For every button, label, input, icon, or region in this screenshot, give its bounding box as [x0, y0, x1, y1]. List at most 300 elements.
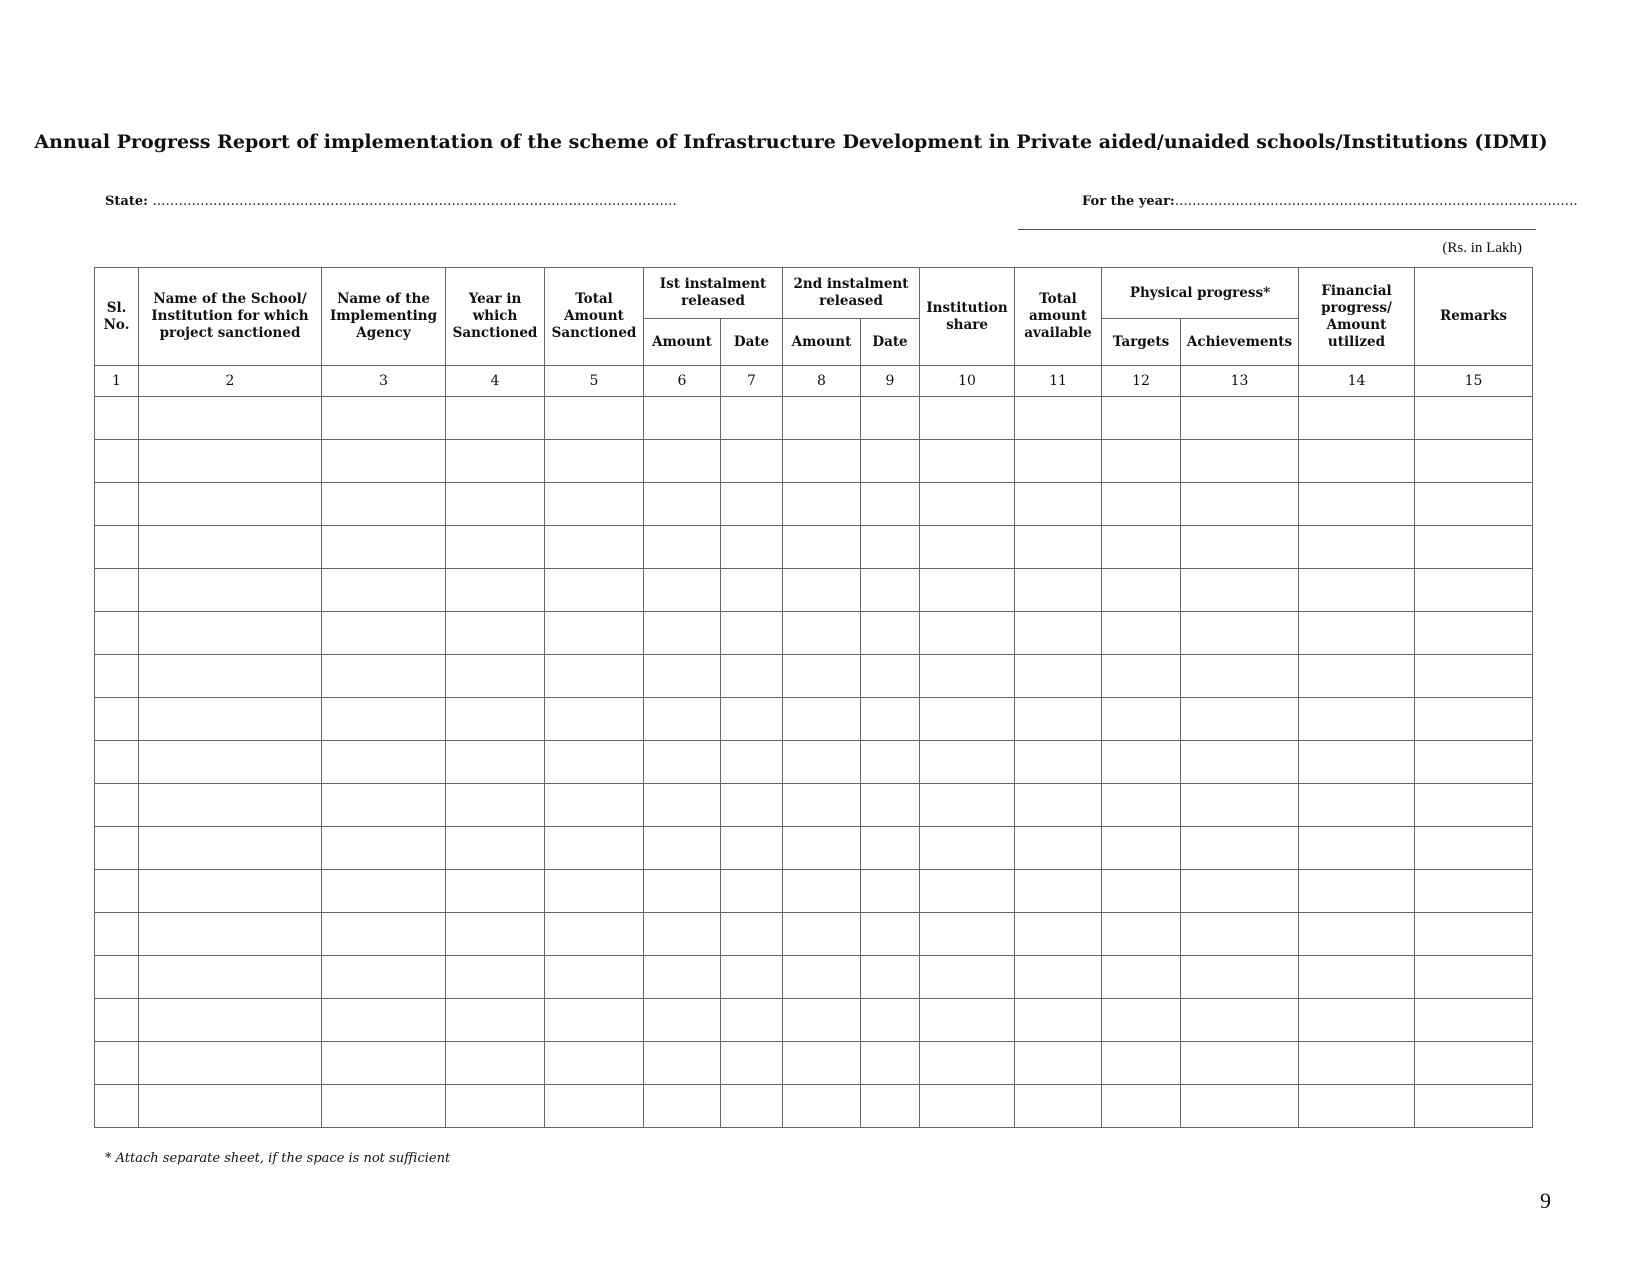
table-cell[interactable] — [95, 1085, 139, 1128]
column-number: 8 — [783, 366, 861, 397]
table-cell[interactable] — [861, 655, 920, 698]
state-blank[interactable]: …………………………………………………………………………………………………………. — [152, 194, 677, 209]
table-cell[interactable] — [1102, 440, 1181, 483]
table-cell[interactable] — [920, 397, 1015, 440]
table-cell[interactable] — [783, 483, 861, 526]
table-cell[interactable] — [644, 999, 721, 1042]
table-cell[interactable] — [139, 698, 322, 741]
table-cell[interactable] — [446, 526, 545, 569]
table-cell[interactable] — [1015, 827, 1102, 870]
table-cell[interactable] — [721, 569, 783, 612]
table-cell[interactable] — [545, 999, 644, 1042]
table-cell[interactable] — [446, 569, 545, 612]
table-cell[interactable] — [1015, 655, 1102, 698]
table-cell[interactable] — [1015, 999, 1102, 1042]
table-cell[interactable] — [1415, 784, 1533, 827]
unit-note: (Rs. in Lakh) — [1442, 240, 1522, 256]
table-cell[interactable] — [783, 913, 861, 956]
table-cell[interactable] — [446, 870, 545, 913]
divider — [1018, 229, 1536, 230]
table-cell[interactable] — [721, 741, 783, 784]
table-cell[interactable] — [1102, 397, 1181, 440]
table-cell[interactable] — [861, 827, 920, 870]
header-amount-1: Amount — [644, 319, 721, 366]
column-number: 12 — [1102, 366, 1181, 397]
table-cell[interactable] — [446, 999, 545, 1042]
table-cell[interactable] — [783, 440, 861, 483]
table-cell[interactable] — [644, 1085, 721, 1128]
table-cell[interactable] — [1299, 569, 1415, 612]
column-number: 1 — [95, 366, 139, 397]
page-number: 9 — [1540, 1188, 1551, 1213]
table-cell[interactable] — [783, 569, 861, 612]
table-cell[interactable] — [920, 999, 1015, 1042]
table-row — [95, 440, 1533, 483]
table-cell[interactable] — [139, 784, 322, 827]
table-cell[interactable] — [95, 784, 139, 827]
table-cell[interactable] — [1102, 612, 1181, 655]
table-row — [95, 1042, 1533, 1085]
table-cell[interactable] — [644, 569, 721, 612]
table-cell[interactable] — [1015, 698, 1102, 741]
table-cell[interactable] — [1102, 741, 1181, 784]
table-cell[interactable] — [920, 784, 1015, 827]
table-cell[interactable] — [1299, 612, 1415, 655]
table-cell[interactable] — [322, 483, 446, 526]
table-cell[interactable] — [783, 827, 861, 870]
table-cell[interactable] — [139, 827, 322, 870]
table-cell[interactable] — [322, 698, 446, 741]
table-cell[interactable] — [1181, 569, 1299, 612]
table-cell[interactable] — [95, 569, 139, 612]
table-cell[interactable] — [446, 956, 545, 999]
table-cell[interactable] — [322, 913, 446, 956]
table-cell[interactable] — [322, 569, 446, 612]
table-cell[interactable] — [783, 1042, 861, 1085]
table-cell[interactable] — [139, 741, 322, 784]
table-cell[interactable] — [446, 741, 545, 784]
table-cell[interactable] — [721, 870, 783, 913]
table-cell[interactable] — [322, 827, 446, 870]
table-cell[interactable] — [783, 784, 861, 827]
column-number: 6 — [644, 366, 721, 397]
table-cell[interactable] — [322, 612, 446, 655]
table-cell[interactable] — [861, 913, 920, 956]
table-cell[interactable] — [1102, 1042, 1181, 1085]
table-cell[interactable] — [1015, 1085, 1102, 1128]
table-cell[interactable] — [644, 956, 721, 999]
table-cell[interactable] — [446, 655, 545, 698]
table-cell[interactable] — [1299, 440, 1415, 483]
column-number: 7 — [721, 366, 783, 397]
table-cell[interactable] — [783, 655, 861, 698]
table-cell[interactable] — [644, 870, 721, 913]
table-cell[interactable] — [1299, 913, 1415, 956]
table-cell[interactable] — [1181, 526, 1299, 569]
table-cell[interactable] — [1299, 741, 1415, 784]
table-row — [95, 956, 1533, 999]
table-cell[interactable] — [446, 1085, 545, 1128]
column-number: 2 — [139, 366, 322, 397]
table-cell[interactable] — [644, 827, 721, 870]
table-cell[interactable] — [1015, 870, 1102, 913]
table-cell[interactable] — [861, 569, 920, 612]
table-cell[interactable] — [545, 569, 644, 612]
table-cell[interactable] — [1015, 956, 1102, 999]
table-row — [95, 1085, 1533, 1128]
table-cell[interactable] — [1181, 999, 1299, 1042]
table-cell[interactable] — [644, 741, 721, 784]
state-field — [105, 194, 677, 209]
table-cell[interactable] — [1415, 999, 1533, 1042]
table-cell[interactable] — [1299, 1042, 1415, 1085]
table-cell[interactable] — [139, 526, 322, 569]
table-cell[interactable] — [139, 913, 322, 956]
table-row — [95, 483, 1533, 526]
table-cell[interactable] — [1415, 870, 1533, 913]
table-cell[interactable] — [1299, 827, 1415, 870]
table-cell[interactable] — [920, 741, 1015, 784]
table-cell[interactable] — [446, 913, 545, 956]
table-cell[interactable] — [1181, 827, 1299, 870]
table-cell[interactable] — [95, 1042, 139, 1085]
table-cell[interactable] — [139, 397, 322, 440]
table-cell[interactable] — [1181, 1042, 1299, 1085]
table-cell[interactable] — [920, 526, 1015, 569]
column-number: 9 — [861, 366, 920, 397]
table-cell[interactable] — [322, 526, 446, 569]
table-cell[interactable] — [644, 440, 721, 483]
table-cell[interactable] — [545, 741, 644, 784]
table-cell[interactable] — [545, 526, 644, 569]
table-cell[interactable] — [95, 999, 139, 1042]
table-cell[interactable] — [1181, 440, 1299, 483]
table-cell[interactable] — [545, 784, 644, 827]
table-cell[interactable] — [1181, 741, 1299, 784]
table-cell[interactable] — [1415, 698, 1533, 741]
table-cell[interactable] — [1102, 956, 1181, 999]
table-cell[interactable] — [446, 612, 545, 655]
table-cell[interactable] — [783, 870, 861, 913]
table-cell[interactable] — [721, 999, 783, 1042]
table-cell[interactable] — [1299, 870, 1415, 913]
table-cell[interactable] — [95, 655, 139, 698]
table-cell[interactable] — [95, 698, 139, 741]
table-cell[interactable] — [721, 612, 783, 655]
table-cell[interactable] — [322, 956, 446, 999]
table-row — [95, 526, 1533, 569]
table-row — [95, 741, 1533, 784]
table-cell[interactable] — [644, 483, 721, 526]
table-cell[interactable] — [1015, 1042, 1102, 1085]
table-row — [95, 698, 1533, 741]
table-cell[interactable] — [1299, 698, 1415, 741]
table-cell[interactable] — [783, 612, 861, 655]
table-cell[interactable] — [1015, 526, 1102, 569]
table-cell[interactable] — [861, 1085, 920, 1128]
table-row — [95, 655, 1533, 698]
table-cell[interactable] — [861, 1042, 920, 1085]
table-cell[interactable] — [1299, 526, 1415, 569]
state-label: State: — [105, 194, 148, 209]
table-cell[interactable] — [322, 1042, 446, 1085]
table-cell[interactable] — [139, 440, 322, 483]
table-cell[interactable] — [139, 483, 322, 526]
table-cell[interactable] — [1415, 1042, 1533, 1085]
table-cell[interactable] — [721, 526, 783, 569]
table-cell[interactable] — [1015, 612, 1102, 655]
header-financial-progress: Financial progress/ Amount utilized — [1299, 268, 1415, 366]
table-cell[interactable] — [644, 698, 721, 741]
table-cell[interactable] — [1015, 483, 1102, 526]
table-cell[interactable] — [783, 397, 861, 440]
table-cell[interactable] — [1299, 1085, 1415, 1128]
table-cell[interactable] — [139, 612, 322, 655]
table-cell[interactable] — [1415, 1085, 1533, 1128]
table-cell[interactable] — [139, 1085, 322, 1128]
table-cell[interactable] — [721, 1042, 783, 1085]
table-cell[interactable] — [644, 1042, 721, 1085]
column-number: 13 — [1181, 366, 1299, 397]
table-cell[interactable] — [95, 440, 139, 483]
table-cell[interactable] — [721, 784, 783, 827]
table-cell[interactable] — [1299, 483, 1415, 526]
table-cell[interactable] — [545, 1042, 644, 1085]
table-cell[interactable] — [1415, 612, 1533, 655]
table-cell[interactable] — [322, 397, 446, 440]
table-cell[interactable] — [721, 483, 783, 526]
table-cell[interactable] — [1102, 698, 1181, 741]
table-cell[interactable] — [1415, 397, 1533, 440]
table-cell[interactable] — [446, 440, 545, 483]
table-cell[interactable] — [1015, 569, 1102, 612]
table-cell[interactable] — [783, 999, 861, 1042]
table-cell[interactable] — [1102, 870, 1181, 913]
table-cell[interactable] — [1299, 784, 1415, 827]
table-cell[interactable] — [1299, 655, 1415, 698]
table-cell[interactable] — [1015, 913, 1102, 956]
table-cell[interactable] — [861, 999, 920, 1042]
table-cell[interactable] — [1181, 397, 1299, 440]
table-cell[interactable] — [1102, 913, 1181, 956]
table-cell[interactable] — [1015, 397, 1102, 440]
table-cell[interactable] — [1299, 999, 1415, 1042]
table-cell[interactable] — [920, 1085, 1015, 1128]
table-cell[interactable] — [721, 655, 783, 698]
table-cell[interactable] — [322, 655, 446, 698]
table-cell[interactable] — [95, 612, 139, 655]
table-cell[interactable] — [95, 526, 139, 569]
table-cell[interactable] — [861, 956, 920, 999]
table-cell[interactable] — [322, 741, 446, 784]
table-cell[interactable] — [545, 956, 644, 999]
table-cell[interactable] — [861, 612, 920, 655]
table-cell[interactable] — [545, 397, 644, 440]
table-cell[interactable] — [920, 870, 1015, 913]
table-cell[interactable] — [1181, 698, 1299, 741]
table-cell[interactable] — [322, 784, 446, 827]
table-cell[interactable] — [644, 612, 721, 655]
table-cell[interactable] — [861, 698, 920, 741]
header-sl-no: Sl. No. — [95, 268, 139, 366]
table-cell[interactable] — [721, 827, 783, 870]
table-cell[interactable] — [644, 397, 721, 440]
table-cell[interactable] — [721, 913, 783, 956]
table-cell[interactable] — [446, 698, 545, 741]
table-cell[interactable] — [721, 440, 783, 483]
table-cell[interactable] — [545, 1085, 644, 1128]
table-row — [95, 913, 1533, 956]
table-cell[interactable] — [1181, 1085, 1299, 1128]
table-cell[interactable] — [1102, 999, 1181, 1042]
table-cell[interactable] — [861, 526, 920, 569]
table-cell[interactable] — [139, 655, 322, 698]
table-cell[interactable] — [721, 397, 783, 440]
table-cell[interactable] — [1415, 913, 1533, 956]
table-cell[interactable] — [920, 612, 1015, 655]
table-cell[interactable] — [1102, 526, 1181, 569]
header-row-1 — [95, 268, 1533, 319]
table-cell[interactable] — [861, 440, 920, 483]
table-cell[interactable] — [1102, 784, 1181, 827]
table-cell[interactable] — [95, 913, 139, 956]
table-cell[interactable] — [95, 483, 139, 526]
table-cell[interactable] — [721, 956, 783, 999]
table-cell[interactable] — [545, 440, 644, 483]
table-cell[interactable] — [861, 741, 920, 784]
table-cell[interactable] — [446, 827, 545, 870]
table-cell[interactable] — [644, 784, 721, 827]
table-cell[interactable] — [861, 784, 920, 827]
table-row — [95, 999, 1533, 1042]
table-cell[interactable] — [446, 397, 545, 440]
table-cell[interactable] — [1015, 784, 1102, 827]
table-cell[interactable] — [1415, 483, 1533, 526]
table-cell[interactable] — [1415, 827, 1533, 870]
table-cell[interactable] — [95, 870, 139, 913]
table-row — [95, 827, 1533, 870]
table-cell[interactable] — [1181, 483, 1299, 526]
column-number: 10 — [920, 366, 1015, 397]
table-cell[interactable] — [920, 1042, 1015, 1085]
progress-table — [94, 267, 1533, 1128]
table-row — [95, 569, 1533, 612]
table-cell[interactable] — [783, 956, 861, 999]
table-cell[interactable] — [644, 655, 721, 698]
table-cell[interactable] — [861, 397, 920, 440]
table-cell[interactable] — [545, 827, 644, 870]
table-cell[interactable] — [920, 655, 1015, 698]
header-institution-share: Institution share — [920, 268, 1015, 366]
table-cell[interactable] — [95, 956, 139, 999]
table-cell[interactable] — [644, 526, 721, 569]
header-first-instalment: Ist instalment released — [644, 268, 783, 319]
table-cell[interactable] — [1102, 483, 1181, 526]
table-cell[interactable] — [783, 698, 861, 741]
table-cell[interactable] — [1181, 870, 1299, 913]
table-cell[interactable] — [920, 827, 1015, 870]
table-cell[interactable] — [1015, 440, 1102, 483]
table-cell[interactable] — [95, 827, 139, 870]
table-cell[interactable] — [1181, 956, 1299, 999]
table-cell[interactable] — [920, 569, 1015, 612]
table-cell[interactable] — [1181, 612, 1299, 655]
table-cell[interactable] — [644, 913, 721, 956]
table-cell[interactable] — [920, 483, 1015, 526]
column-number: 3 — [322, 366, 446, 397]
table-cell[interactable] — [783, 741, 861, 784]
table-cell[interactable] — [1415, 741, 1533, 784]
table-cell[interactable] — [1102, 569, 1181, 612]
header-year-sanctioned: Year in which Sanctioned — [446, 268, 545, 366]
table-cell[interactable] — [139, 1042, 322, 1085]
table-row — [95, 397, 1533, 440]
table-cell[interactable] — [545, 655, 644, 698]
table-cell[interactable] — [545, 870, 644, 913]
table-cell[interactable] — [721, 698, 783, 741]
table-cell[interactable] — [1299, 397, 1415, 440]
table-cell[interactable] — [446, 1042, 545, 1085]
table-cell[interactable] — [139, 999, 322, 1042]
column-number: 15 — [1415, 366, 1533, 397]
table-cell[interactable] — [861, 870, 920, 913]
table-cell[interactable] — [861, 483, 920, 526]
table-cell[interactable] — [322, 999, 446, 1042]
table-cell[interactable] — [1299, 956, 1415, 999]
table-cell[interactable] — [545, 612, 644, 655]
table-cell[interactable] — [139, 870, 322, 913]
table-cell[interactable] — [545, 913, 644, 956]
table-cell[interactable] — [1415, 440, 1533, 483]
table-cell[interactable] — [1415, 569, 1533, 612]
table-cell[interactable] — [95, 397, 139, 440]
table-cell[interactable] — [1181, 784, 1299, 827]
table-cell[interactable] — [920, 956, 1015, 999]
header-physical-progress: Physical progress* — [1102, 268, 1299, 319]
table-cell[interactable] — [721, 1085, 783, 1128]
table-cell[interactable] — [920, 913, 1015, 956]
table-row — [95, 870, 1533, 913]
table-cell[interactable] — [1181, 655, 1299, 698]
table-cell[interactable] — [1102, 655, 1181, 698]
table-cell[interactable] — [139, 956, 322, 999]
table-cell[interactable] — [95, 741, 139, 784]
table-cell[interactable] — [1181, 913, 1299, 956]
table-cell[interactable] — [322, 870, 446, 913]
table-cell[interactable] — [545, 698, 644, 741]
table-cell[interactable] — [1415, 526, 1533, 569]
table-cell[interactable] — [1415, 655, 1533, 698]
table-cell[interactable] — [1415, 956, 1533, 999]
table-cell[interactable] — [1102, 1085, 1181, 1128]
table-cell[interactable] — [322, 1085, 446, 1128]
table-cell[interactable] — [783, 1085, 861, 1128]
table-cell[interactable] — [545, 483, 644, 526]
table-cell[interactable] — [783, 526, 861, 569]
year-label: For the year: — [1082, 194, 1175, 209]
table-cell[interactable] — [446, 483, 545, 526]
column-number: 4 — [446, 366, 545, 397]
table-cell[interactable] — [446, 784, 545, 827]
table-cell[interactable] — [1015, 741, 1102, 784]
table-row — [95, 784, 1533, 827]
table-cell[interactable] — [920, 698, 1015, 741]
table-cell[interactable] — [920, 440, 1015, 483]
table-cell[interactable] — [322, 440, 446, 483]
table-cell[interactable] — [1102, 827, 1181, 870]
table-cell[interactable] — [139, 569, 322, 612]
year-blank[interactable]: ………………………………………………………………………………… — [1174, 194, 1578, 209]
